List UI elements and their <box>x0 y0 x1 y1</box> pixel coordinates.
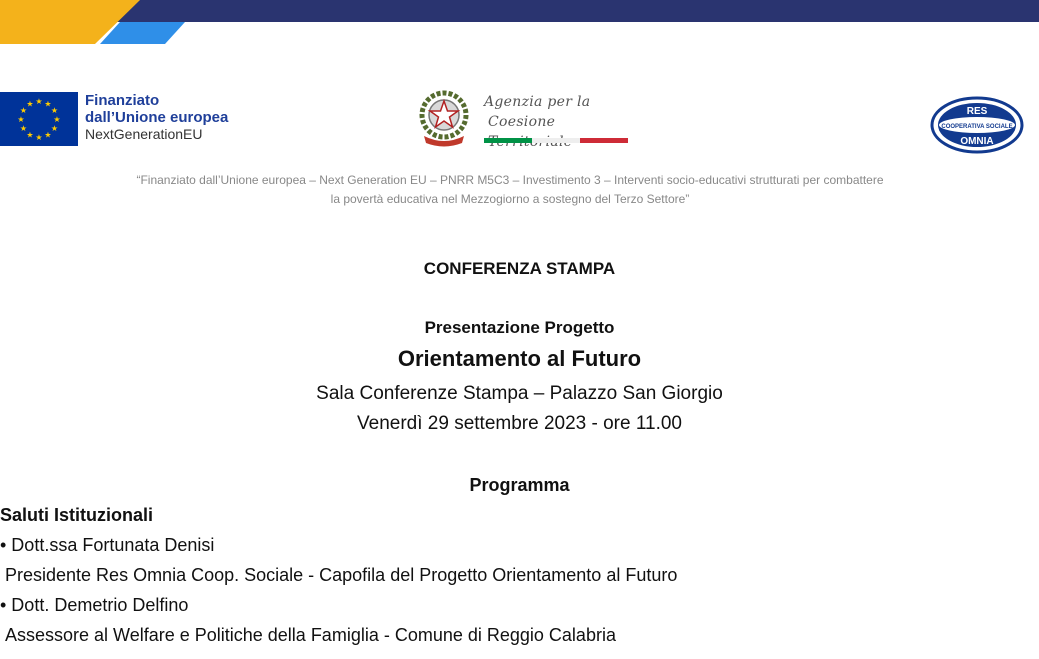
svg-text:★: ★ <box>44 130 52 140</box>
agency-logo-line2: Coesione <box>488 114 556 130</box>
svg-text:★: ★ <box>44 99 52 109</box>
svg-text:★: ★ <box>19 124 28 133</box>
eu-logo-line1: Finanziato <box>85 92 160 109</box>
res-omnia-logo <box>930 96 1024 154</box>
agency-logo <box>416 88 636 152</box>
svg-text:★: ★ <box>26 99 34 109</box>
res-logo-middle-text: COOPERATIVA SOCIALE <box>941 124 1013 130</box>
svg-text:★: ★ <box>50 106 59 115</box>
italian-emblem-icon <box>416 88 472 150</box>
svg-text:★: ★ <box>19 106 28 115</box>
speaker-name: • Dott. Demetrio Delfino <box>0 595 189 615</box>
programma-title: Programma <box>469 475 570 495</box>
presentation-label: Presentazione Progetto <box>424 318 615 337</box>
speaker-role: Presidente Res Omnia Coop. Sociale - Capofila del Progetto Orientamento al Futuro <box>5 565 678 585</box>
eu-funding-logo <box>0 92 260 150</box>
svg-text:★: ★ <box>26 130 34 140</box>
eu-flag-icon <box>0 92 78 146</box>
res-logo-top-text: RES <box>966 106 988 117</box>
italian-tricolore-bar <box>484 138 628 143</box>
funding-note-line1: “Finanziato dall’Unione europea – Next Generation EU – PNRR M5C3 – Investimento 3 – Interventi socio-educativi strutturati per combattere <box>136 173 884 187</box>
event-heading: CONFERENZA STAMPA <box>423 259 616 278</box>
project-title: Orientamento al Futuro <box>397 346 642 371</box>
event-venue: Sala Conferenze Stampa – Palazzo San Giorgio <box>316 383 723 404</box>
header-banner <box>0 0 1039 44</box>
svg-text:★: ★ <box>35 97 43 106</box>
speaker-role: Assessore al Welfare e Politiche della Famiglia - Comune di Reggio Calabria <box>5 625 616 645</box>
section-heading: Saluti Istituzionali <box>0 505 154 525</box>
res-logo-bottom-text: OMNIA <box>960 136 994 147</box>
banner-navy-stripe <box>0 0 1039 22</box>
eu-logo-line3: NextGenerationEU <box>85 126 203 142</box>
funding-note-line2: la povertà educativa nel Mezzogiorno a sostegno del Terzo Settore” <box>330 192 690 206</box>
event-date: Venerdì 29 settembre 2023 - ore 11.00 <box>357 413 682 434</box>
svg-text:★: ★ <box>35 133 43 142</box>
eu-logo-line2: dall’Unione europea <box>85 109 229 126</box>
svg-text:★: ★ <box>53 115 61 124</box>
speaker-name: • Dott.ssa Fortunata Denisi <box>0 535 215 555</box>
svg-text:★: ★ <box>17 115 25 124</box>
agency-logo-line1: Agenzia per la <box>484 94 591 110</box>
svg-text:★: ★ <box>50 124 59 133</box>
funding-note <box>30 171 990 209</box>
